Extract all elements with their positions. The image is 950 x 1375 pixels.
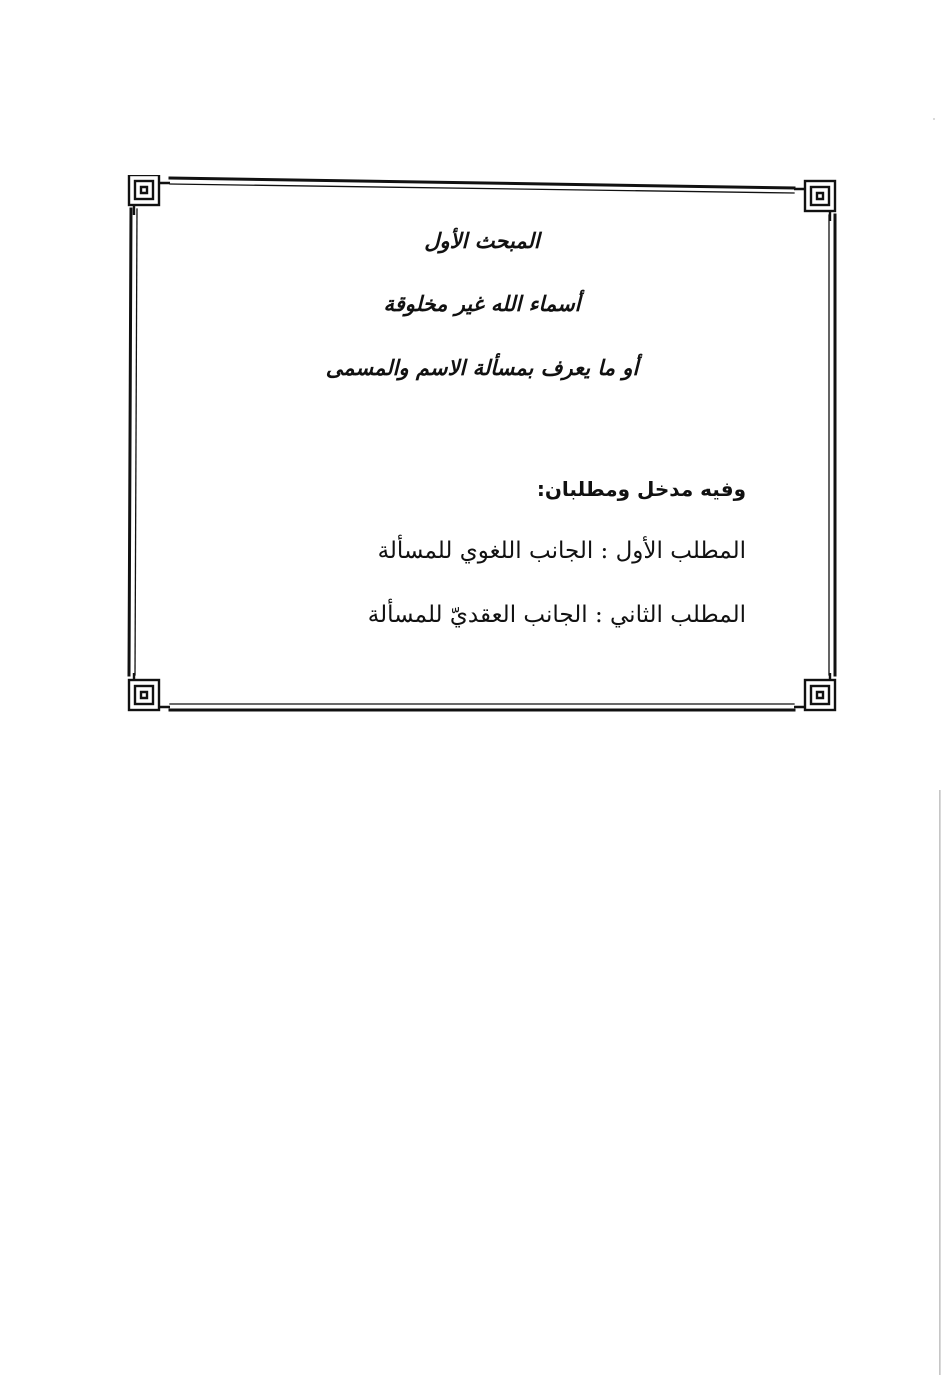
contents-intro: وفيه مدخل ومطلبان:	[536, 477, 746, 501]
contents-item-second: المطلب الثاني : الجانب العقديّ للمسألة	[367, 602, 746, 628]
corner-ornament-top-right	[794, 181, 835, 221]
scan-speck	[933, 118, 935, 120]
section-title: المبحث الأول	[424, 229, 540, 253]
ornamental-frame	[126, 175, 838, 713]
corner-ornament-bottom-right	[794, 673, 835, 710]
frame-border	[126, 175, 838, 713]
section-subtitle: أسماء الله غير مخلوقة	[383, 292, 581, 316]
corner-ornament-bottom-left	[129, 673, 170, 710]
scan-edge-line	[939, 790, 941, 1375]
corner-ornament-top-left	[129, 175, 170, 215]
section-alt-title: أو ما يعرف بمسألة الاسم والمسمى	[325, 356, 639, 380]
contents-item-first: المطلب الأول : الجانب اللغوي للمسألة	[377, 538, 746, 564]
